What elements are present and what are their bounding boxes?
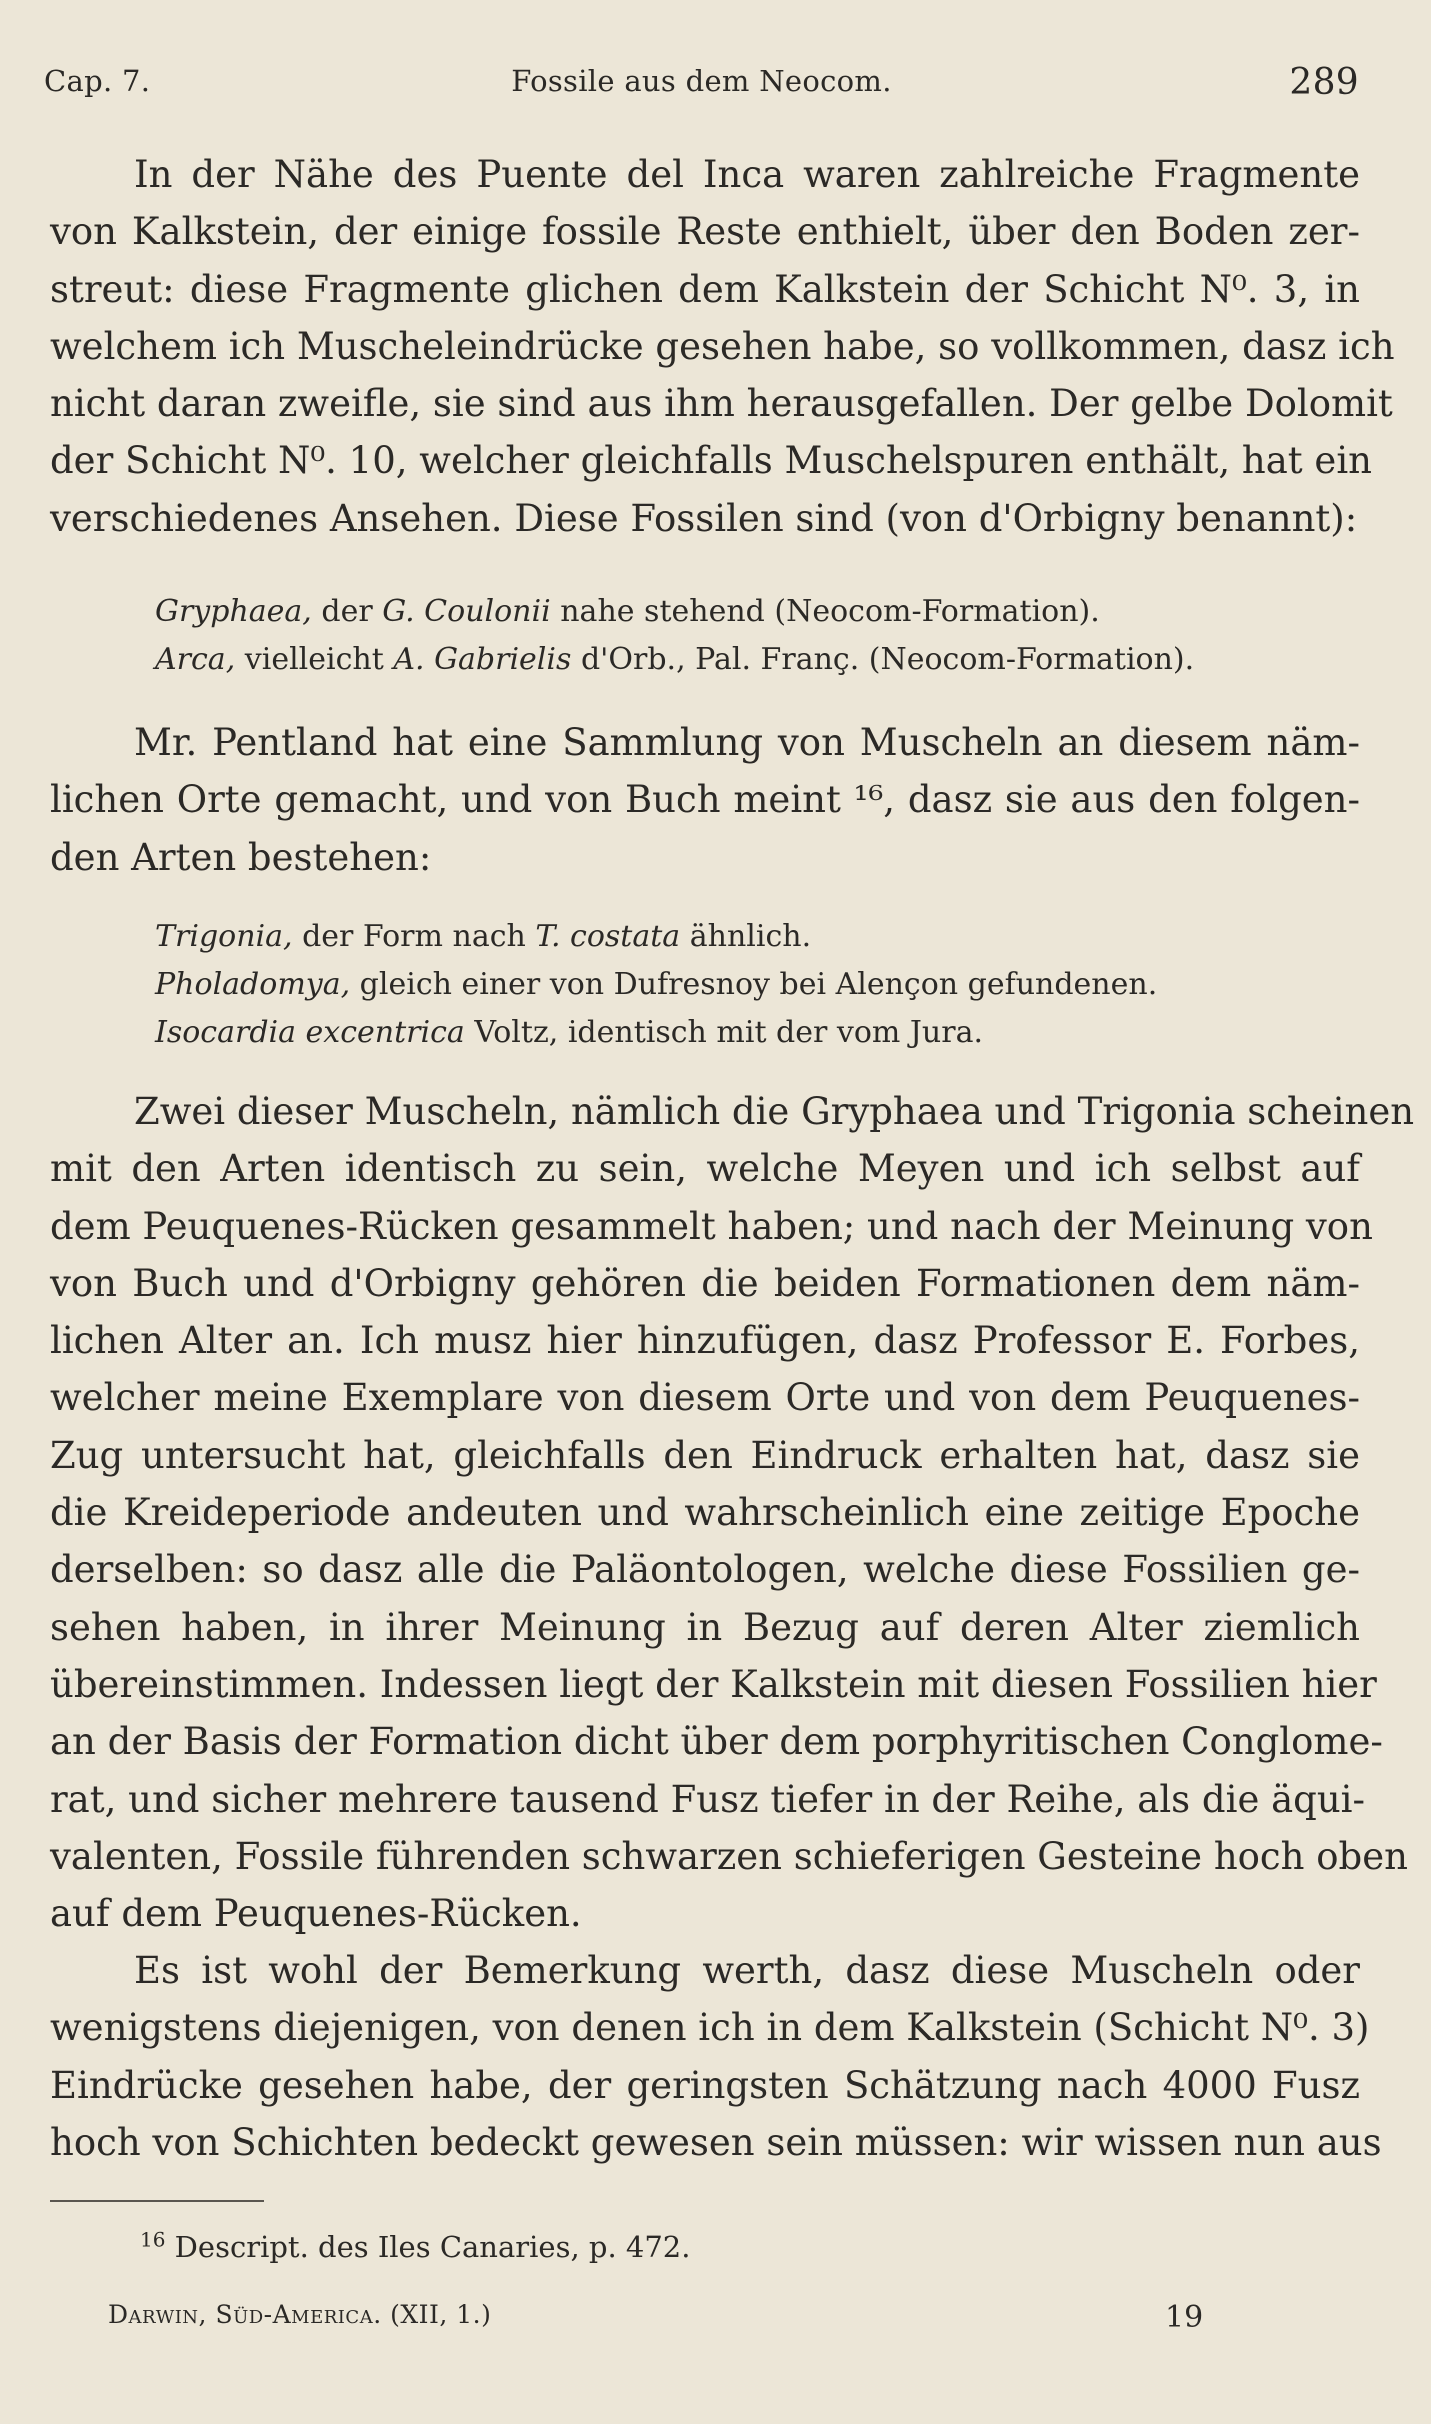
- text-line: lichen Orte gemacht, und von Buch meint ¹⁶, dasz sie aus den folgen-: [50, 778, 1360, 822]
- fossil-text: vielleicht: [235, 642, 394, 677]
- paragraph-1: [50, 146, 1395, 547]
- text-line: an der Basis der Formation dicht über dem porphyritischen Conglome-: [50, 1720, 1383, 1764]
- footnote: [140, 2227, 691, 2264]
- fossil-entry: [155, 1009, 1157, 1057]
- text-line: die Kreideperiode andeuten und wahrscheinlich eine zeitige Epoche: [50, 1491, 1360, 1535]
- fossil-genus: Isocardia excentrica: [155, 1015, 465, 1050]
- fossil-text: Voltz, identisch mit der vom Jura.: [464, 1015, 983, 1050]
- paragraph-4: [50, 1942, 1382, 2171]
- text-line: wenigstens diejenigen, von denen ich in dem Kalkstein (Schicht N⁰. 3): [50, 2006, 1370, 2050]
- paragraph-3: [50, 1083, 1415, 1942]
- text-line: übereinstimmen. Indessen liegt der Kalkstein mit diesen Fossilien hier: [50, 1662, 1377, 1706]
- fossil-text: der: [311, 594, 383, 629]
- text-line: valenten, Fossile führenden schwarzen schieferigen Gesteine hoch oben: [50, 1834, 1408, 1878]
- fossil-species: A. Gabrielis: [393, 642, 572, 677]
- fossil-text: ähnlich.: [680, 919, 812, 954]
- text-line: dem Peuquenes-Rücken gesammelt haben; und nach der Meinung von: [50, 1204, 1373, 1248]
- text-line: derselben: so dasz alle die Paläontologen, welche diese Fossilien ge-: [50, 1548, 1360, 1592]
- fossil-species: T. costata: [535, 919, 681, 954]
- sheet-number: 19: [1165, 2300, 1204, 2335]
- text-line: Zug untersucht hat, gleichfalls den Eindruck erhalten hat, dasz sie: [50, 1433, 1360, 1477]
- text-line: den Arten bestehen:: [50, 835, 432, 879]
- text-line: Eindrücke gesehen habe, der geringsten Schätzung nach 4000 Fusz: [50, 2063, 1360, 2107]
- text-line: sehen haben, in ihrer Meinung in Bezug auf deren Alter ziemlich: [50, 1605, 1360, 1649]
- chapter-label: Cap. 7.: [44, 64, 151, 98]
- text-line: streut: diese Fragmente glichen dem Kalkstein der Schicht N⁰. 3, in: [50, 267, 1360, 311]
- fossil-entry: [155, 961, 1157, 1009]
- fossil-entry: [155, 636, 1194, 684]
- text-line: welcher meine Exemplare von diesem Orte und von dem Peuquenes-: [50, 1376, 1360, 1420]
- text-line: von Buch und d'Orbigny gehören die beiden Formationen dem näm-: [50, 1261, 1360, 1305]
- fossil-text: der Form nach: [292, 919, 536, 954]
- footnote-text: Descript. des Iles Canaries, p. 472.: [165, 2230, 691, 2264]
- text-line: Zwei dieser Muscheln, nämlich die Gryphaea und Trigonia scheinen: [134, 1090, 1415, 1133]
- text-line: rat, und sicher mehrere tausend Fusz tiefer in der Reihe, als die äqui-: [50, 1777, 1366, 1821]
- fossil-text: gleich einer von Dufresnoy bei Alençon gefundenen.: [350, 967, 1158, 1002]
- fossil-entry: [155, 588, 1194, 636]
- fossil-genus: Gryphaea,: [155, 594, 312, 629]
- fossil-genus: Pholadomya,: [155, 967, 351, 1002]
- text-line: Es ist wohl der Bemerkung werth, dasz diese Muscheln oder: [134, 1949, 1360, 1992]
- paragraph-2: [50, 714, 1360, 886]
- fossil-list-2: [155, 913, 1157, 1057]
- footnote-marker: 16: [140, 2227, 166, 2252]
- fossil-text: nahe stehend (Neocom-Formation).: [550, 594, 1100, 629]
- text-line: der Schicht N⁰. 10, welcher gleichfalls Muschelspuren enthält, hat ein: [50, 439, 1372, 483]
- page-number: 289: [1289, 62, 1359, 103]
- text-line: hoch von Schichten bedeckt gewesen sein müssen: wir wissen nun aus: [50, 2120, 1382, 2164]
- text-line: Mr. Pentland hat eine Sammlung von Muscheln an diesem näm-: [134, 721, 1360, 764]
- text-line: lichen Alter an. Ich musz hier hinzufügen, dasz Professor E. Forbes,: [50, 1319, 1360, 1363]
- text-line: auf dem Peuquenes-Rücken.: [50, 1892, 582, 1936]
- fossil-species: G. Coulonii: [382, 594, 551, 629]
- running-title: Fossile aus dem Neocom.: [511, 64, 892, 98]
- fossil-entry: [155, 913, 1157, 961]
- text-line: welchem ich Muscheleindrücke gesehen habe, so vollkommen, dasz ich: [50, 324, 1395, 368]
- printer-signature: Darwin, Süd-America. (XII, 1.): [108, 2300, 492, 2329]
- running-header: [44, 60, 1359, 110]
- text-line: mit den Arten identisch zu sein, welche Meyen und ich selbst auf: [50, 1147, 1360, 1191]
- text-line: von Kalkstein, der einige fossile Reste enthielt, über den Boden zer-: [50, 210, 1360, 254]
- fossil-list-1: [155, 588, 1194, 684]
- fossil-genus: Arca,: [155, 642, 236, 677]
- fossil-genus: Trigonia,: [155, 919, 293, 954]
- fossil-text: d'Orb., Pal. Franç. (Neocom-Formation).: [571, 642, 1195, 677]
- text-line: nicht daran zweifle, sie sind aus ihm herausgefallen. Der gelbe Dolomit: [50, 382, 1393, 426]
- footnote-divider: [50, 2200, 264, 2202]
- text-line: In der Nähe des Puente del Inca waren zahlreiche Fragmente: [134, 153, 1360, 196]
- text-line: verschiedenes Ansehen. Diese Fossilen sind (von d'Orbigny benannt):: [50, 496, 1358, 540]
